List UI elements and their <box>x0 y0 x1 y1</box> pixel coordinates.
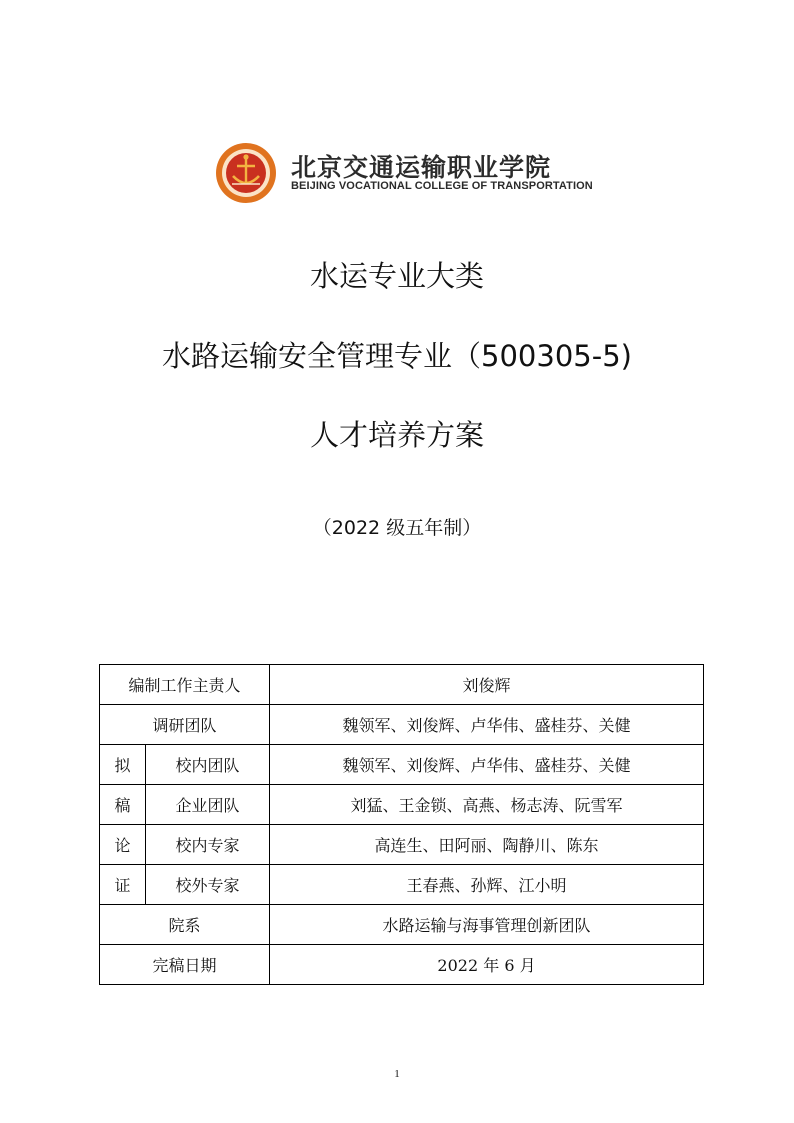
row-value: 王春燕、孙辉、江小明 <box>270 865 704 905</box>
table-row <box>100 745 704 785</box>
college-name-en: BEIJING VOCATIONAL COLLEGE OF TRANSPORTATION <box>291 180 593 192</box>
table-row <box>100 865 704 905</box>
group-char: 稿 <box>100 785 146 825</box>
table-row <box>100 665 704 705</box>
title-major: 水路运输安全管理专业（500305-5) <box>162 339 632 373</box>
row-value: 2022 年 6 月 <box>270 945 704 985</box>
college-name-cn: 北京交通运输职业学院 <box>291 153 552 182</box>
table-row <box>100 705 704 745</box>
table-row <box>100 905 704 945</box>
table-row <box>100 785 704 825</box>
title-category: 水运专业大类 <box>309 259 484 293</box>
row-label: 调研团队 <box>100 705 270 745</box>
group-char: 拟 <box>100 745 146 785</box>
row-label: 校内团队 <box>146 745 270 785</box>
row-value: 刘猛、王金锁、高燕、杨志涛、阮雪军 <box>270 785 704 825</box>
staff-table <box>99 664 704 985</box>
row-label: 编制工作主责人 <box>100 665 270 705</box>
group-char: 证 <box>100 865 146 905</box>
row-value: 水路运输与海事管理创新团队 <box>270 905 704 945</box>
subtitle-cohort: （2022 级五年制） <box>312 517 482 539</box>
row-value: 高连生、田阿丽、陶静川、陈东 <box>270 825 704 865</box>
row-label: 院系 <box>100 905 270 945</box>
row-label: 校内专家 <box>146 825 270 865</box>
title-plan: 人才培养方案 <box>309 418 484 452</box>
group-char: 论 <box>100 825 146 865</box>
row-label: 校外专家 <box>146 865 270 905</box>
page-number: 1 <box>394 1068 400 1080</box>
row-value: 刘俊辉 <box>270 665 704 705</box>
row-label: 企业团队 <box>146 785 270 825</box>
table-row <box>100 825 704 865</box>
college-emblem-icon <box>215 142 277 204</box>
row-value: 魏领军、刘俊辉、卢华伟、盛桂芬、关健 <box>270 745 704 785</box>
table-row <box>100 945 704 985</box>
college-logo <box>215 142 593 204</box>
row-label: 完稿日期 <box>100 945 270 985</box>
row-value: 魏领军、刘俊辉、卢华伟、盛桂芬、关健 <box>270 705 704 745</box>
